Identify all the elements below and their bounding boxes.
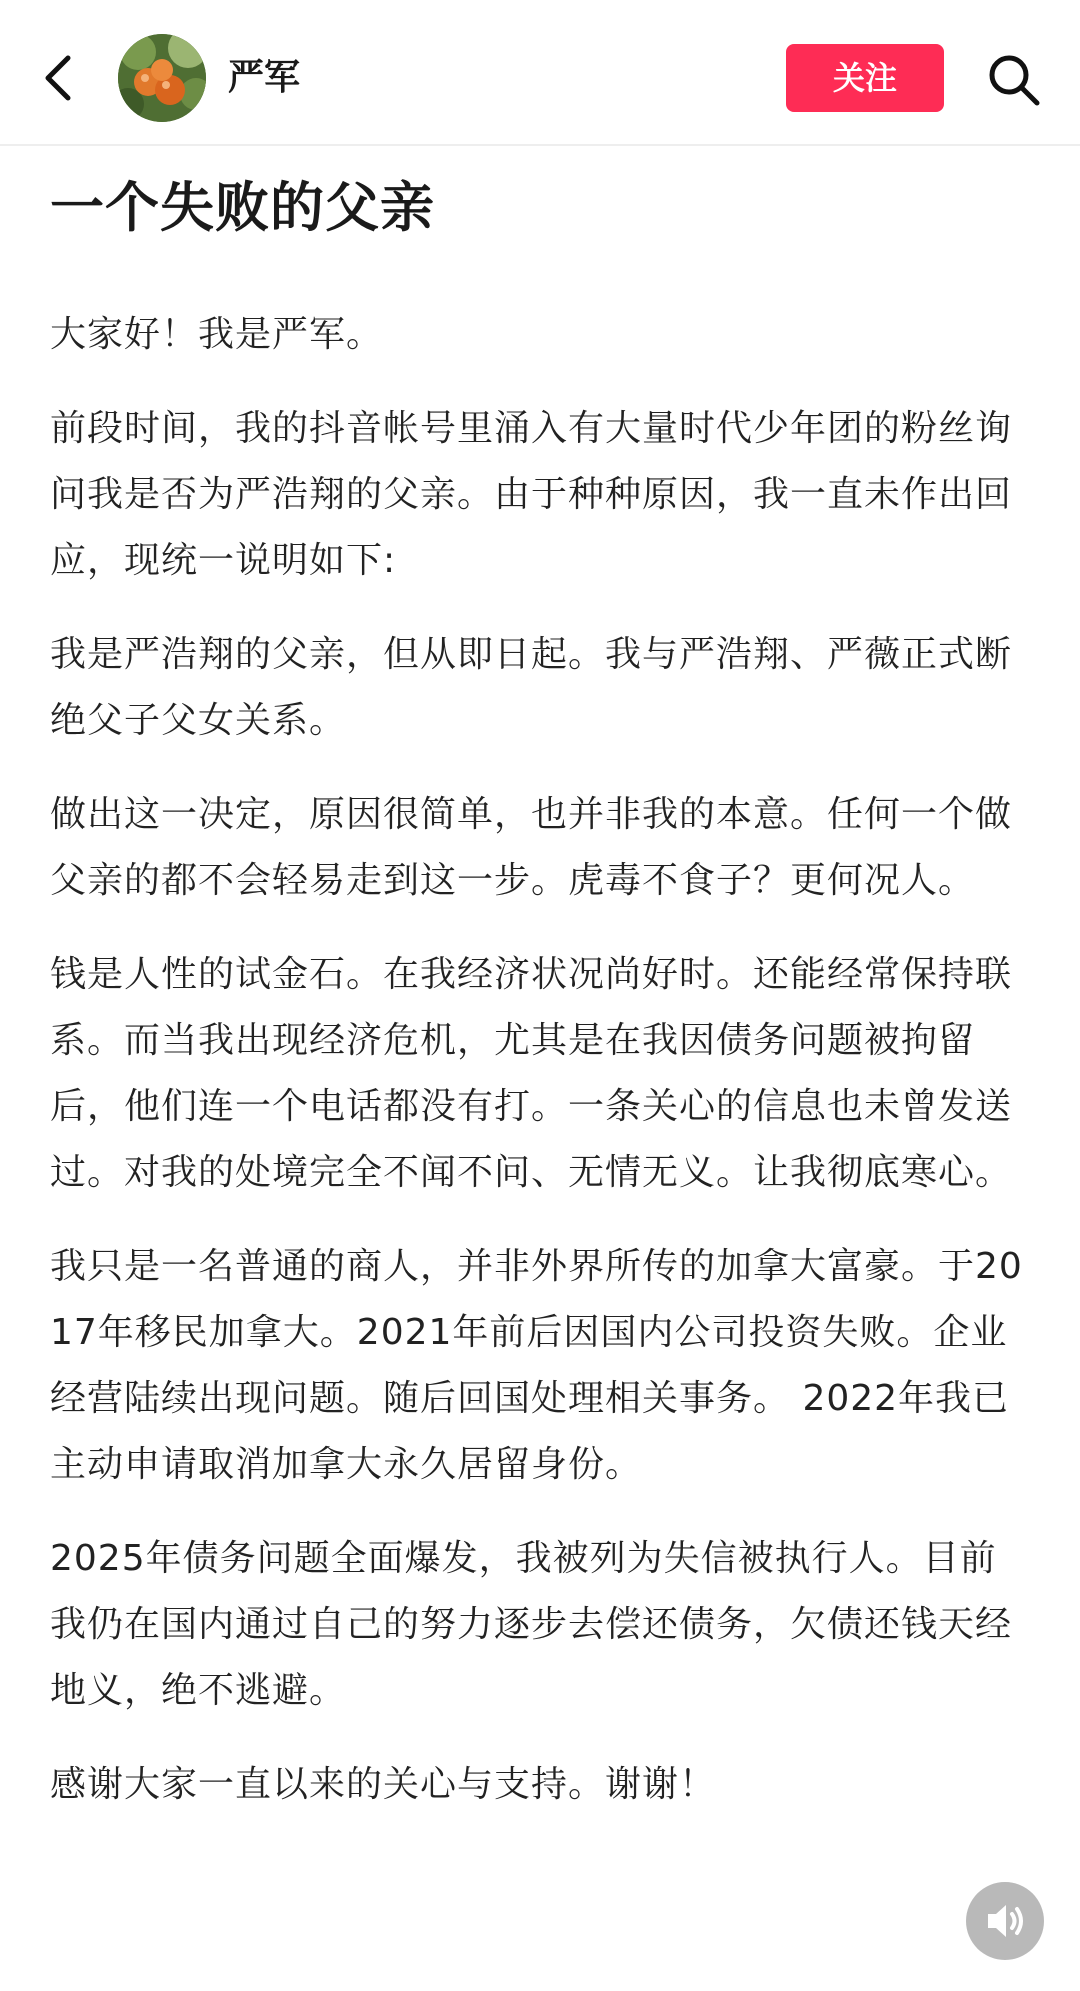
back-button[interactable] bbox=[38, 50, 82, 106]
article-title: 一个失败的父亲 bbox=[50, 176, 435, 239]
avatar-image bbox=[118, 34, 206, 122]
paragraph-money: 钱是人性的试金石。在我经济状况尚好时。还能经常保持联系。而当我出现经济危机，尤其是在我因债务问题被拘留后，他们连一个电话都没有打。一条关心的信息也未曾发送过。对我的处境完全不闻不问、无情无义。让我彻底寒心。 bbox=[50, 954, 1013, 1193]
paragraph-statement: 我是严浩翔的父亲，但从即日起。我与严浩翔、严薇正式断绝父子父女关系。 bbox=[50, 634, 1013, 741]
paragraph-business: 我只是一名普通的商人，并非外界所传的加拿大富豪。于2017年移民加拿大。2021年前后因国内公司投资失败。企业经营陆续出现问题。随后回国处理相关事务。 2022年我已主动申请取消加拿大永久居留身份。 bbox=[50, 1246, 1023, 1485]
speaker-icon bbox=[966, 1882, 1044, 1960]
paragraph-greeting: 大家好！我是严军。 bbox=[50, 314, 384, 355]
paragraph-debt: 2025年债务问题全面爆发，我被列为失信被执行人。目前我仍在国内通过自己的努力逐步去偿还债务，欠债还钱天经地义，绝不逃避。 bbox=[50, 1538, 1013, 1711]
paragraph-decision: 做出这一决定，原因很简单，也并非我的本意。任何一个做父亲的都不会轻易走到这一步。虎毒不食子？更何况人。 bbox=[50, 794, 1013, 901]
article-body bbox=[50, 166, 1030, 1846]
follow-button[interactable]: 关注 bbox=[786, 44, 944, 112]
avatar[interactable] bbox=[118, 34, 206, 122]
paragraph-background: 前段时间，我的抖音帐号里涌入有大量时代少年团的粉丝询问我是否为严浩翔的父亲。由于种种原因，我一直未作出回应，现统一说明如下: bbox=[50, 408, 1013, 581]
search-button[interactable] bbox=[984, 50, 1044, 110]
top-nav-bar bbox=[0, 0, 1080, 146]
audio-play-button[interactable] bbox=[966, 1882, 1044, 1960]
search-icon bbox=[984, 50, 1044, 110]
author-name[interactable]: 严军 bbox=[228, 57, 301, 98]
chevron-left-icon bbox=[38, 50, 82, 106]
paragraph-thanks: 感谢大家一直以来的关心与支持。谢谢！ bbox=[50, 1764, 717, 1805]
